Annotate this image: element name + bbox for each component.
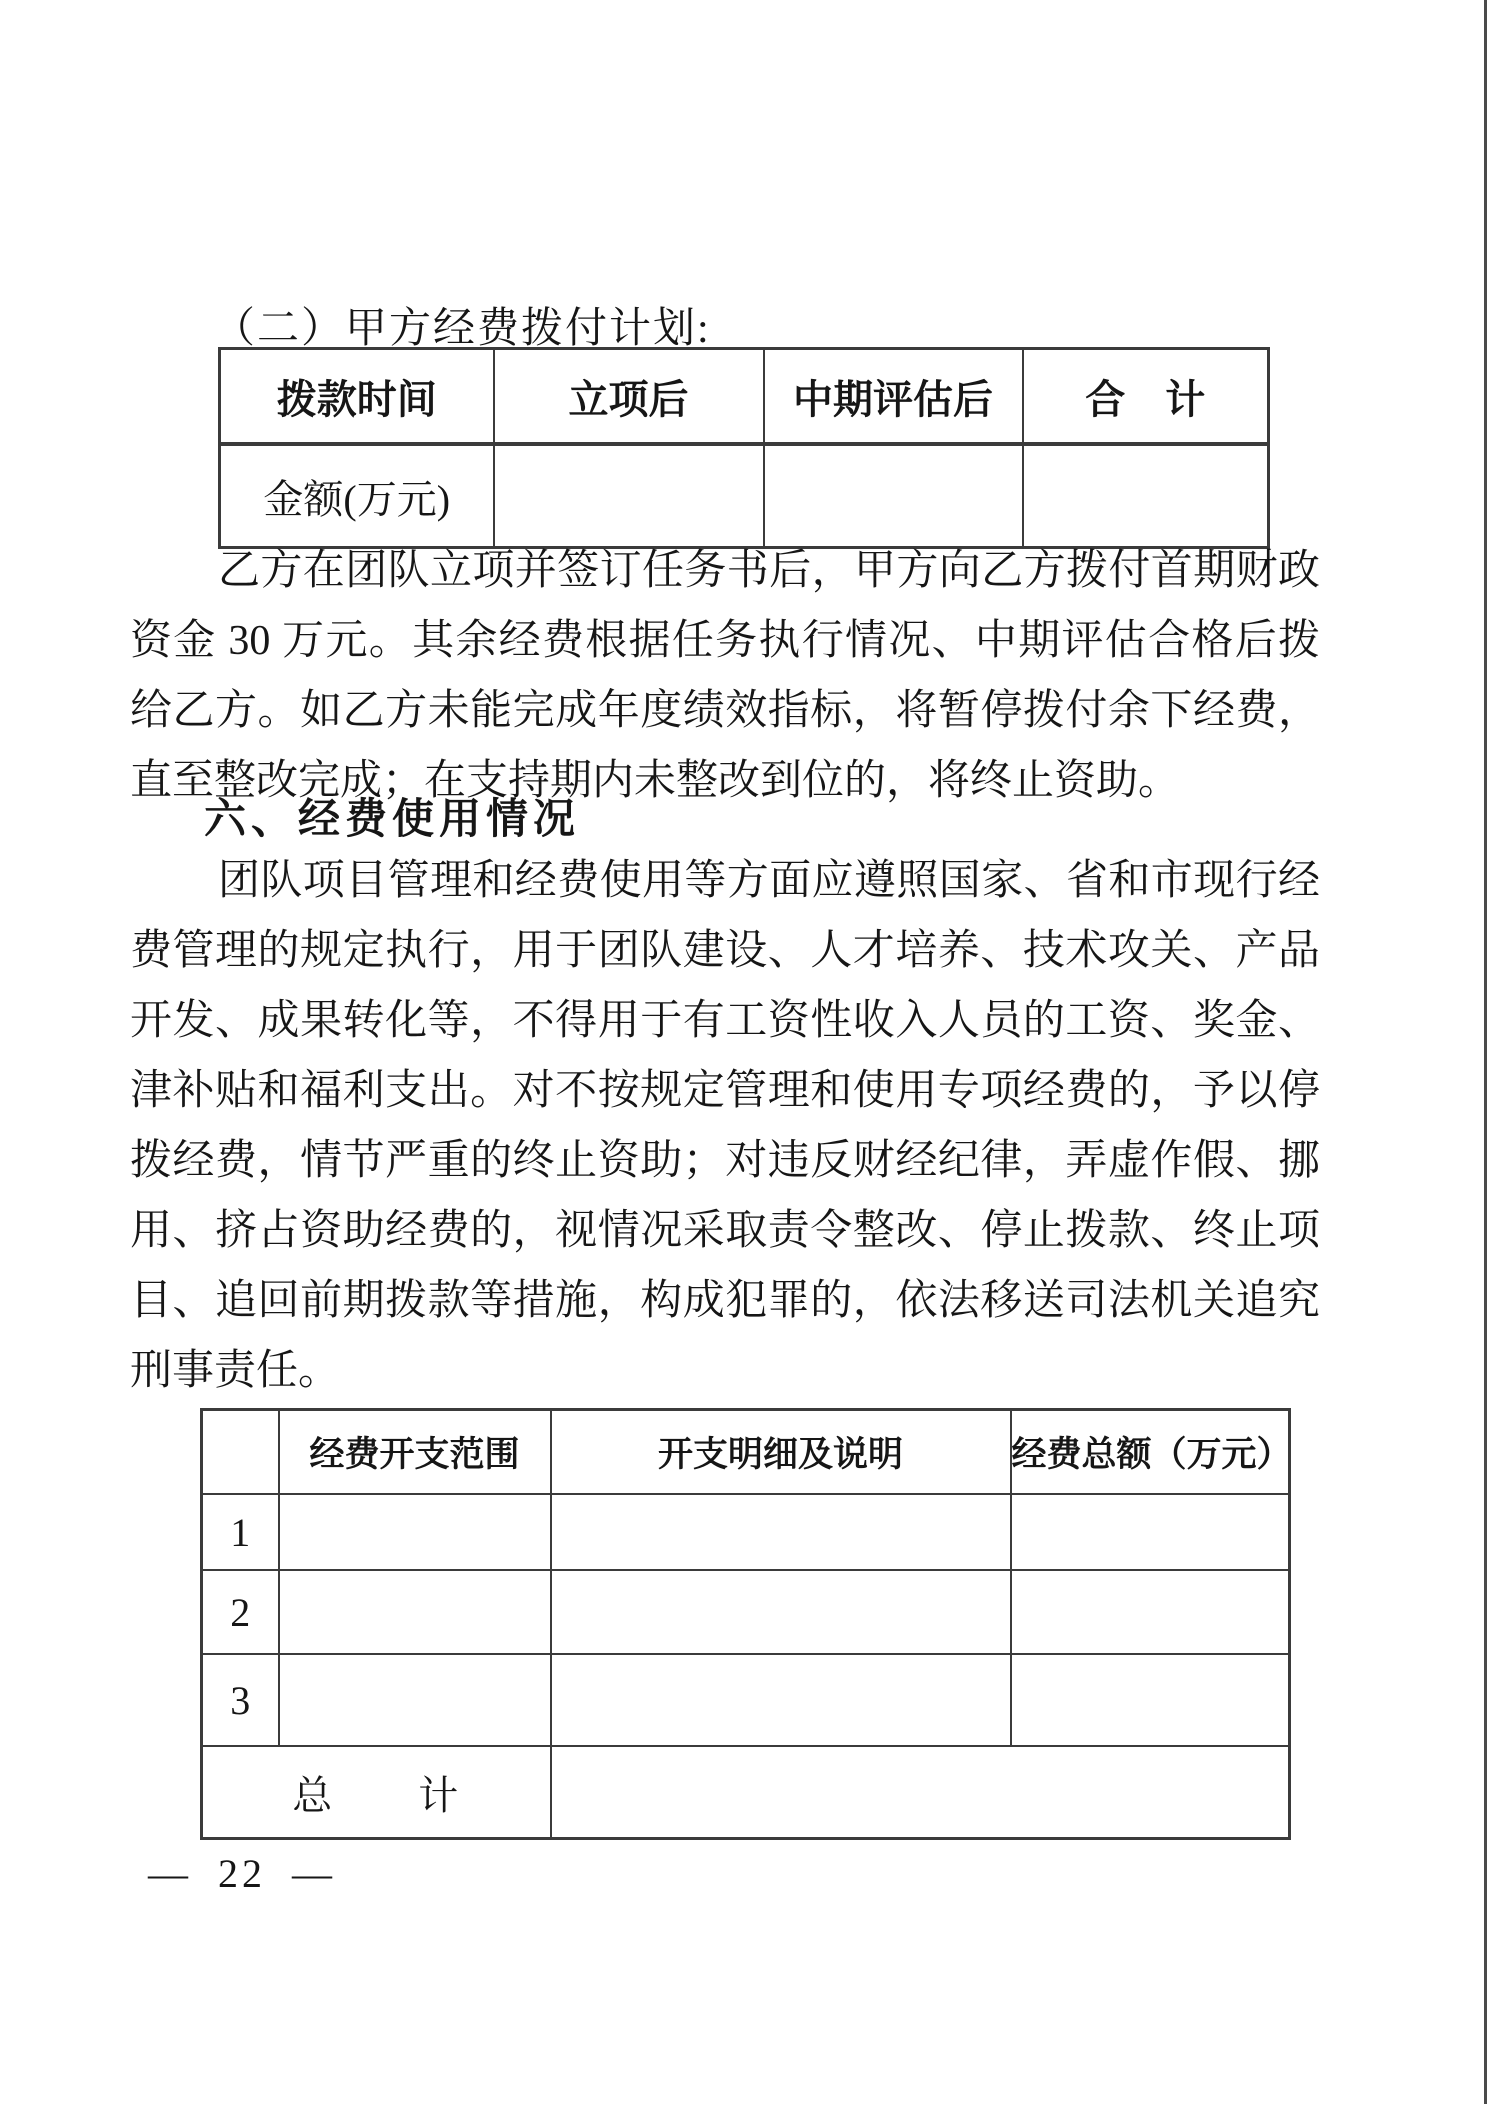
- section-heading-usage: 六、经费使用情况: [204, 795, 581, 842]
- expense-detail-cell: [551, 1494, 1011, 1570]
- col-header-index: [202, 1410, 279, 1495]
- expense-scope-cell: [279, 1570, 551, 1654]
- expense-row: [202, 1494, 1290, 1570]
- expense-row-number: 1: [202, 1494, 279, 1570]
- amount-cell-after-approval: [494, 444, 764, 548]
- expense-row-number: 3: [202, 1654, 279, 1746]
- expense-total-cell: [1011, 1570, 1290, 1654]
- expense-scope-cell: [279, 1654, 551, 1746]
- page-number: — 22 —: [148, 1851, 336, 1896]
- paragraph-funding-plan: 乙方在团队立项并签订任务书后，甲方向乙方拨付首期财政资金 30 万元。其余经费根据任务执行情况、中期评估合格后拨给乙方。如乙方未能完成年度绩效指标，将暂停拨付余下经费，直至整改完成；在支持期内未整改到位的，将终止资助。: [130, 548, 1320, 804]
- expense-row: [202, 1654, 1290, 1746]
- col-header-scope: 经费开支范围: [279, 1410, 551, 1495]
- page-edge-line: [1484, 0, 1487, 2104]
- section-heading-plan: （二）甲方经费拨付计划:: [213, 306, 711, 352]
- expense-scope-cell: [279, 1494, 551, 1570]
- funding-schedule-table: [218, 347, 1270, 549]
- expense-total-row: [202, 1746, 1290, 1839]
- expense-table: [200, 1408, 1291, 1840]
- col-header-after-approval: 立项后: [494, 349, 764, 445]
- expense-total-label: 总 计: [202, 1746, 551, 1839]
- expense-detail-cell: [551, 1654, 1011, 1746]
- expense-total-cell: [1011, 1494, 1290, 1570]
- col-header-detail: 开支明细及说明: [551, 1410, 1011, 1495]
- col-header-payment-time: 拨款时间: [220, 349, 494, 445]
- amount-row-label: 金额(万元): [220, 444, 494, 548]
- funding-schedule-amount-row: [220, 444, 1269, 548]
- expense-row-number: 2: [202, 1570, 279, 1654]
- expense-table-header-row: [202, 1410, 1290, 1495]
- expense-total-cell: [1011, 1654, 1290, 1746]
- expense-total-value-cell: [551, 1746, 1290, 1839]
- funding-schedule-header-row: [220, 349, 1269, 445]
- amount-cell-total: [1023, 444, 1269, 548]
- expense-detail-cell: [551, 1570, 1011, 1654]
- amount-cell-after-midterm: [764, 444, 1023, 548]
- col-header-after-midterm: 中期评估后: [764, 349, 1023, 445]
- paragraph-funding-usage: 团队项目管理和经费使用等方面应遵照国家、省和市现行经费管理的规定执行，用于团队建设、人才培养、技术攻关、产品开发、成果转化等，不得用于有工资性收入人员的工资、奖金、津补贴和福利支出。对不按规定管理和使用专项经费的，予以停拨经费，情节严重的终止资助；对违反财经纪律，弄虚作假、挪用、挤占资助经费的，视情况采取责令整改、停止拨款、终止项目、追回前期拨款等措施，构成犯罪的，依法移送司法机关追究刑事责任。: [130, 858, 1320, 1394]
- expense-row: [202, 1570, 1290, 1654]
- col-header-amount-total: 经费总额（万元）: [1011, 1410, 1290, 1495]
- col-header-total: 合 计: [1023, 349, 1269, 445]
